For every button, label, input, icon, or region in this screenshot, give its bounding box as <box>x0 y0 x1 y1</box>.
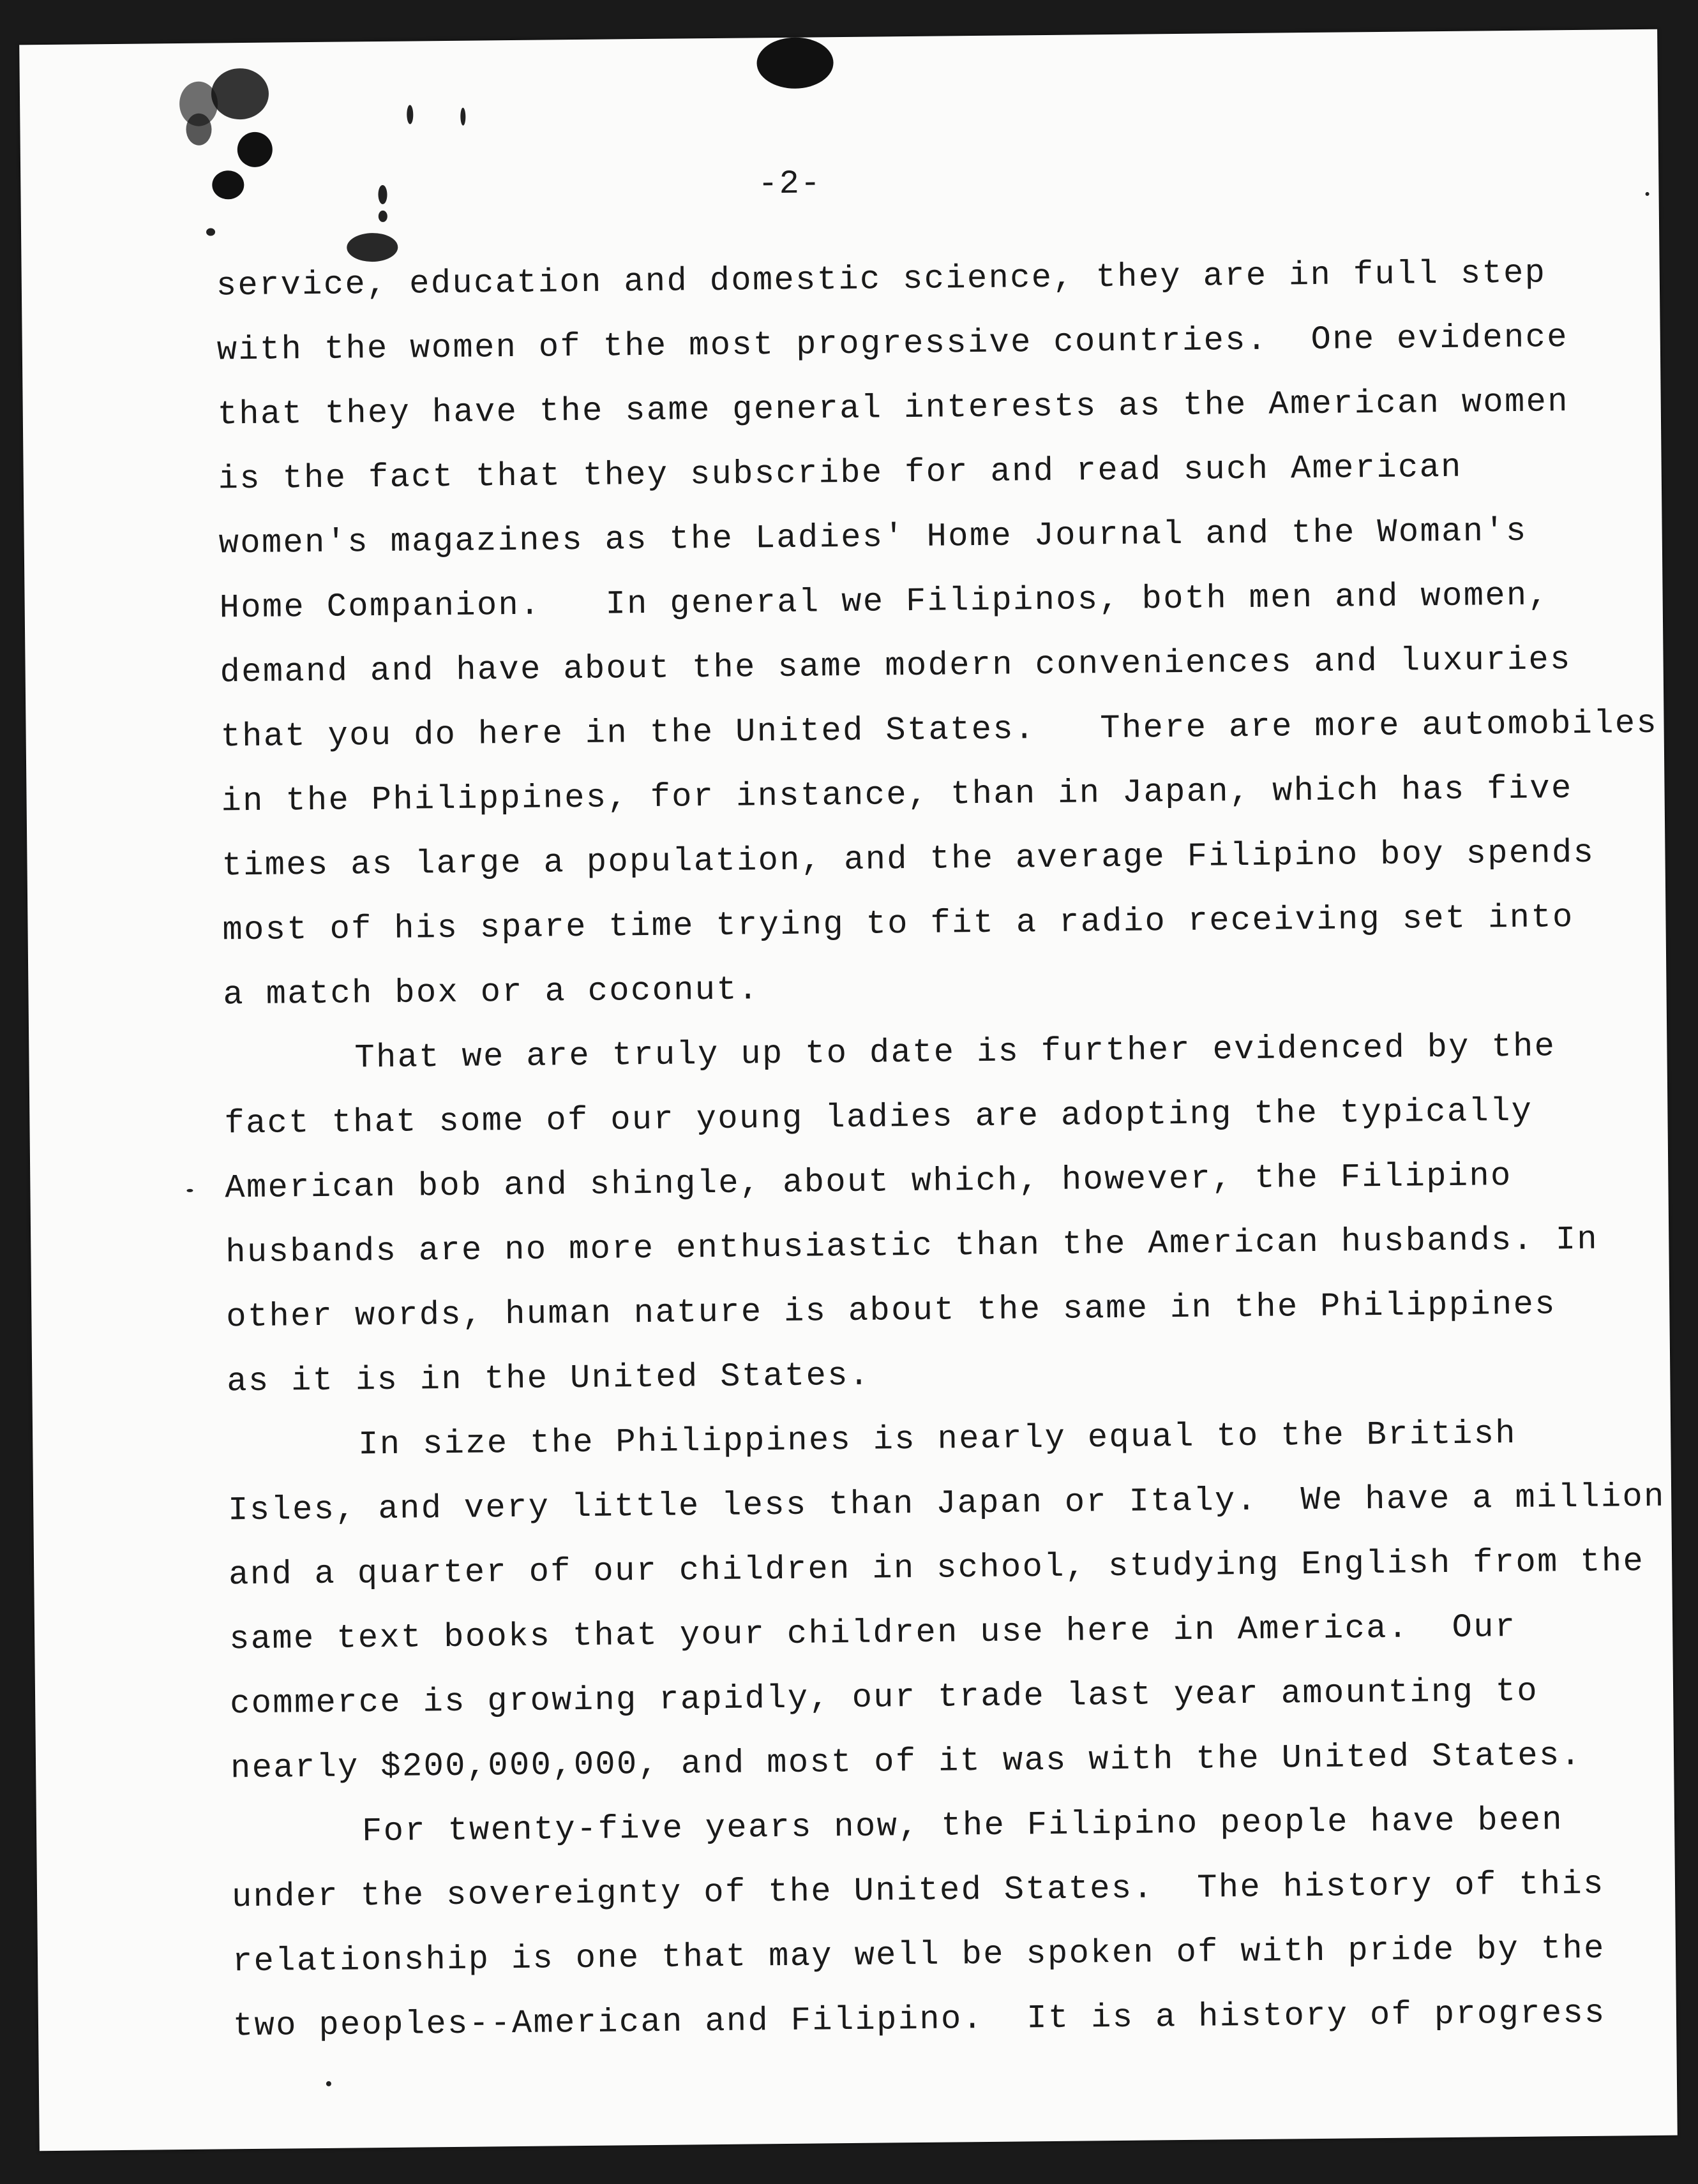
ink-blot <box>237 132 273 168</box>
page-number: -2- <box>758 165 822 204</box>
text-line: in the Philippines, for instance, than in Japan, which has five <box>221 770 1573 821</box>
text-line: fact that some of our young ladies are adopting the typically <box>224 1092 1533 1143</box>
text-line: commerce is growing rapidly, our trade last year amounting to <box>229 1672 1539 1723</box>
text-line: husbands are no more enthusiastic than the American husbands. In <box>225 1220 1599 1272</box>
ink-blot <box>211 68 269 120</box>
body-text <box>216 241 1666 2058</box>
ink-speck <box>407 105 413 124</box>
paragraph-start-line: That we are truly up to date is further evidenced by the <box>354 1028 1556 1077</box>
text-line: times as large a population, and the average Filipino boy spends <box>222 834 1595 885</box>
text-line: that they have the same general interests as the American women <box>217 383 1570 434</box>
text-line: and a quarter of our children in school, studying English from the <box>228 1543 1645 1594</box>
ink-speck <box>1646 192 1649 196</box>
text-line: is the fact that they subscribe for and read such American <box>218 448 1463 498</box>
ink-speck <box>186 1189 193 1192</box>
ink-speck <box>378 185 387 204</box>
text-line: service, education and domestic science, they are in full step <box>216 254 1547 305</box>
text-line: two peoples--American and Filipino. It is a history of progress <box>232 1994 1606 2046</box>
text-line: that you do here in the United States. There are more automobiles <box>220 704 1658 756</box>
paragraph-start-line: For twenty-five years now, the Filipino people have been <box>361 1801 1564 1851</box>
text-line: nearly $200,000,000, and most of it was with the United States. <box>230 1737 1582 1788</box>
text-line: other words, human nature is about the same in the Philippines <box>226 1285 1557 1336</box>
text-line: a match box or a coconut. <box>223 971 760 1014</box>
paragraph-start-line: In size the Philippines is nearly equal to the British <box>358 1414 1517 1464</box>
text-line: women's magazines as the Ladies' Home Journal and the Woman's <box>218 512 1528 563</box>
ink-blot <box>212 170 244 199</box>
text-line: relationship is one that may well be spoken of with pride by the <box>232 1929 1605 1981</box>
ink-blot <box>756 37 834 89</box>
text-line: same text books that your children use here in America. Our <box>229 1608 1517 1659</box>
text-line: demand and have about the same modern conveniences and luxuries <box>220 641 1572 692</box>
ink-speck <box>326 2081 331 2086</box>
text-line: American bob and shingle, about which, however, the Filipino <box>225 1157 1512 1208</box>
text-line: most of his spare time trying to fit a radio receiving set into <box>222 899 1574 950</box>
text-line: under the sovereignty of the United States. The history of this <box>231 1865 1605 1917</box>
typewritten-page <box>19 29 1678 2151</box>
text-line: with the women of the most progressive countries. One evidence <box>216 318 1569 370</box>
text-line: as it is in the United States. <box>227 1356 871 1401</box>
text-line: Isles, and very little less than Japan or Italy. We have a million <box>227 1477 1666 1530</box>
ink-blot <box>186 114 211 146</box>
ink-speck <box>206 228 215 236</box>
ink-speck <box>379 211 387 222</box>
text-line: Home Companion. In general we Filipinos, both men and women, <box>219 576 1550 627</box>
ink-speck <box>460 108 465 126</box>
